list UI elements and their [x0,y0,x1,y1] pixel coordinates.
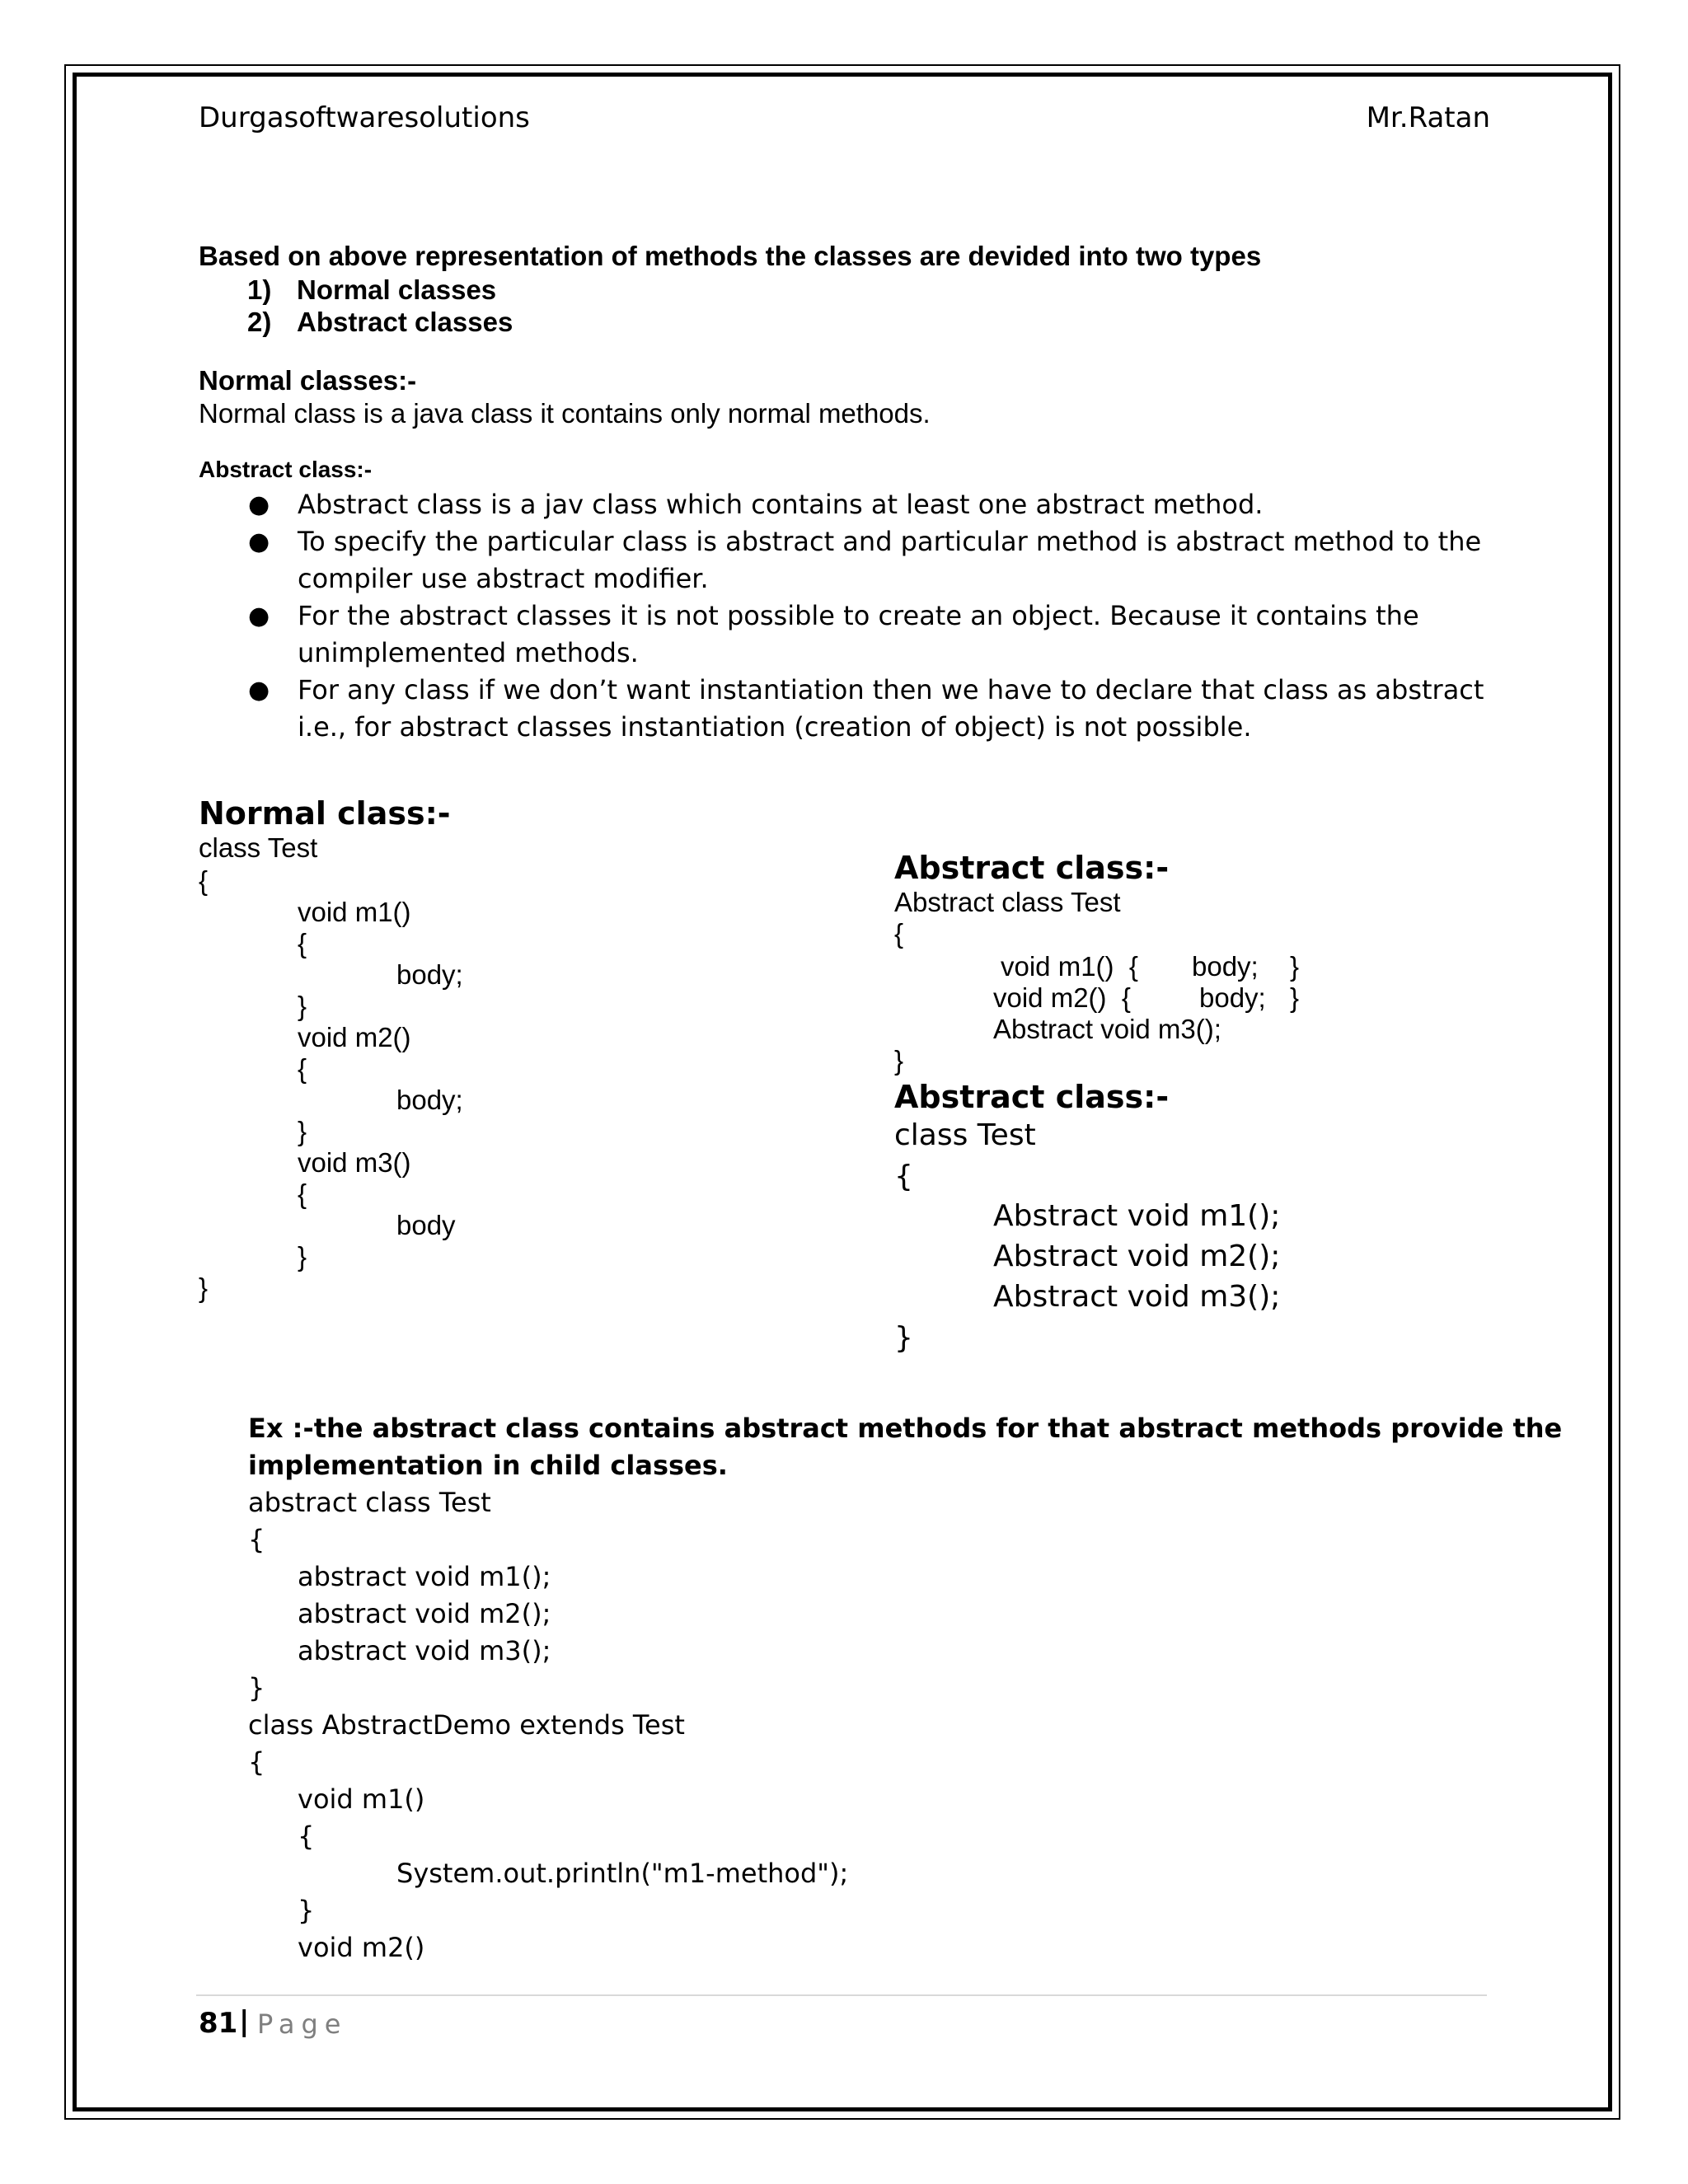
page-label: Page [257,2008,348,2040]
code-line: { [298,928,307,958]
list-item [199,598,1509,672]
bullet-text: For any class if we don’t want instantiation then we have to declare that class as abstract i.e., for abstract classes instantiation (creation of object) is not possible. [298,674,1484,743]
code-line: body; [396,1085,463,1115]
code-line: { [248,1524,265,1555]
code-line: body; [396,959,463,990]
normal-classes-desc: Normal class is a java class it contains only normal methods. [199,398,931,429]
example-heading-line2: implementation in child classes. [248,1450,728,1481]
code-line: Abstract void m2(); [993,1240,1281,1273]
footer-divider [196,1994,1487,1996]
bullet-icon: ● [248,676,270,705]
bullet-icon: ● [248,527,270,556]
code-line: body; [1199,982,1266,1013]
code-line: abstract void m3(); [298,1635,551,1666]
code-line: class Test [894,1118,1036,1152]
page-number: 81 [199,2007,238,2040]
code-line: void m1() [298,1783,425,1815]
code-line: class AbstractDemo extends Test [248,1709,685,1741]
footer-separator: | [239,2005,250,2038]
code-line: void m2() [298,1022,411,1052]
abstract-class-bullets [199,486,1501,746]
example-heading-line1: Ex :-the abstract class contains abstract methods for that abstract methods provide the [248,1413,1563,1444]
list-number: 1) [247,274,272,305]
list-label: Normal classes [297,274,497,305]
code-line: } [248,1672,265,1704]
bullet-icon: ● [248,490,270,519]
code-line: } [894,1321,913,1355]
header-author: Mr.Ratan [1366,101,1490,134]
normal-example-heading: Normal class:- [199,795,451,832]
code-line: { [298,1053,307,1084]
abstract-class-heading: Abstract class:- [199,457,373,482]
code-line: } [894,1045,904,1076]
normal-classes-heading: Normal classes:- [199,365,417,396]
list-label: Abstract classes [297,307,513,337]
code-line: Abstract class Test [894,887,1121,917]
code-line: { [199,865,209,896]
code-line: System.out.println("m1-method"); [396,1858,849,1889]
code-line: } [1290,951,1300,982]
code-line: { [298,1821,315,1852]
code-line: void m1() { [1001,951,1138,982]
abstract-example2-heading: Abstract class:- [894,1079,1170,1115]
code-line: class Test [199,832,318,863]
code-line: { [894,1160,913,1193]
code-line: Abstract void m1(); [993,1199,1281,1233]
bullet-text: Abstract class is a jav class which contains at least one abstract method. [298,489,1264,520]
code-line: abstract class Test [248,1487,491,1518]
code-line: abstract void m2(); [298,1598,551,1629]
list-number: 2) [247,307,272,337]
bullet-icon: ● [248,602,270,630]
code-line: Abstract void m3(); [993,1280,1281,1314]
header-company: Durgasoftwaresolutions [199,101,530,134]
code-line: } [199,1272,209,1303]
code-line: void m2() { [993,982,1131,1013]
list-item [199,672,1501,746]
code-line: { [894,918,904,949]
bullet-text: For the abstract classes it is not possible to create an object. Because it contains the unimplemented methods. [298,600,1419,668]
code-line: void m3() [298,1147,411,1178]
code-line: } [298,1116,307,1146]
bullet-text: To specify the particular class is abstract and particular method is abstract method to the compiler use abstract modifier. [298,526,1482,594]
code-line: body; [1192,951,1259,982]
code-line: abstract void m1(); [298,1561,551,1592]
list-item [247,274,513,306]
code-line: Abstract void m3(); [993,1014,1221,1044]
code-line: } [298,1895,315,1926]
list-item [199,523,1509,598]
code-line: body [396,1210,456,1240]
list-item [247,306,513,338]
code-line: } [298,1241,307,1272]
list-item [199,486,1501,523]
abstract-example1-heading: Abstract class:- [894,850,1170,886]
code-line: } [1290,982,1300,1013]
code-line: { [248,1746,265,1778]
code-line: { [298,1179,307,1209]
code-line: void m2() [298,1932,425,1963]
code-line: void m1() [298,897,411,927]
intro-text: Based on above representation of methods the classes are devided into two types [199,241,1262,271]
code-line: } [298,991,307,1021]
class-types-list [247,274,513,338]
